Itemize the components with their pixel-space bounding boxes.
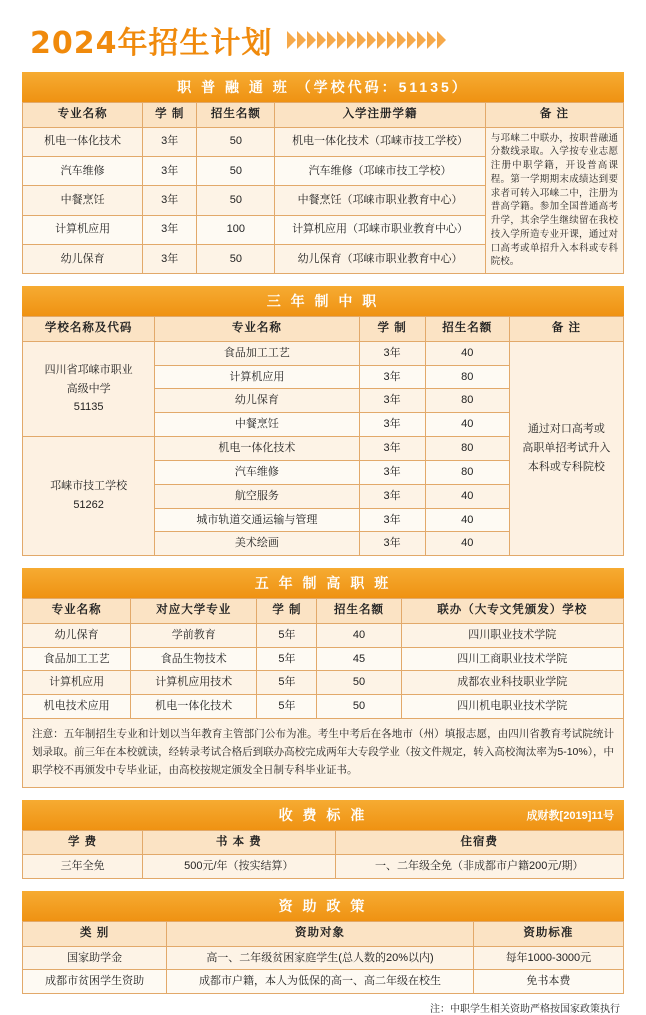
- cell-partner-school: 成都农业科技职业学院: [401, 671, 623, 695]
- table-header-row: [23, 317, 624, 342]
- section3-band: 五 年 制 高 职 班: [22, 568, 624, 598]
- cell-school: 邛崃市技工学校 51262: [23, 437, 155, 556]
- col-registration: 入学注册学籍: [275, 103, 485, 128]
- cell-major: 计算机应用: [23, 671, 131, 695]
- table-row: [23, 623, 624, 647]
- cell-quota: 40: [425, 508, 509, 532]
- cell-duration: 3年: [359, 508, 425, 532]
- cell-quota: 40: [317, 623, 401, 647]
- cell-major: 机电技术应用: [23, 695, 131, 719]
- section2-band: 三 年 制 中 职: [22, 286, 624, 316]
- cell-major: 美术绘画: [155, 532, 359, 556]
- cell-quota: 100: [197, 215, 275, 244]
- chevron-icon: [327, 31, 336, 49]
- col-university-major: 对应大学专业: [131, 599, 257, 624]
- cell-major: 汽车维修: [23, 156, 143, 185]
- table-row: [23, 671, 624, 695]
- col-remark: 备 注: [485, 103, 623, 128]
- col-major: 专业名称: [23, 599, 131, 624]
- cell-major: 中餐烹饪: [155, 413, 359, 437]
- cell-major: 食品加工工艺: [155, 341, 359, 365]
- cell-duration: 3年: [359, 341, 425, 365]
- table-row: [23, 695, 624, 719]
- cell-duration: 3年: [359, 484, 425, 508]
- section3-table: [22, 598, 624, 719]
- table-header-row: [23, 599, 624, 624]
- col-school: 学校名称及代码: [23, 317, 155, 342]
- cell-partner-school: 四川职业技术学院: [401, 623, 623, 647]
- cell-duration: 3年: [143, 215, 197, 244]
- cell-registration: 中餐烹饪（邛崃市职业教育中心）: [275, 186, 485, 215]
- cell-quota: 50: [197, 127, 275, 156]
- cell-quota: 80: [425, 460, 509, 484]
- cell-major: 幼儿保育: [23, 244, 143, 273]
- cell-quota: 40: [425, 484, 509, 508]
- col-tuition: 学 费: [23, 830, 143, 855]
- col-quota: 招生名额: [197, 103, 275, 128]
- cell-quota: 50: [197, 244, 275, 273]
- section1-table: [22, 102, 624, 274]
- section3-note: 注意：五年制招生专业和计划以当年教育主管部门公布为准。考生中考后在各地市（州）填报志愿，由四川省教育考试院统计划录取。前三年在本校就读，经转录考试合格后到联办高校完成两年大专段学业（按文件规定，转入高校淘汰率为5-10%），中职学校不再颁发中专毕业证，由高校按规定颁发全日制专科毕业证书。: [22, 719, 624, 788]
- section5-footnote: 注：中职学生相关资助严格按国家政策执行: [430, 1004, 620, 1015]
- cell-major: 航空服务: [155, 484, 359, 508]
- cell-registration: 汽车维修（邛崃市技工学校）: [275, 156, 485, 185]
- chevron-icon: [407, 31, 416, 49]
- cell-major: 食品加工工艺: [23, 647, 131, 671]
- section-zhipu-rongtong: [22, 72, 624, 274]
- cell-major: 城市轨道交通运输与管理: [155, 508, 359, 532]
- cell-major: 计算机应用: [155, 365, 359, 389]
- table-row: [23, 341, 624, 365]
- cell-duration: 3年: [143, 244, 197, 273]
- section5-band: 资 助 政 策: [22, 891, 624, 921]
- section-three-year-vocational: [22, 286, 624, 556]
- cell-major: 汽车维修: [155, 460, 359, 484]
- cell-target: 高一、二年级贫困家庭学生(总人数的20%以内): [167, 946, 474, 970]
- cell-accommodation: 一、二年级全免（非成都市户籍200元/期）: [335, 855, 624, 879]
- col-accommodation: 住宿费: [335, 830, 624, 855]
- cell-quota: 40: [425, 341, 509, 365]
- cell-duration: 3年: [359, 365, 425, 389]
- cell-major: 幼儿保育: [23, 623, 131, 647]
- cell-major: 幼儿保育: [155, 389, 359, 413]
- cell-duration: 3年: [143, 186, 197, 215]
- col-category: 类 别: [23, 922, 167, 947]
- section-subsidy-policy: [22, 891, 624, 1015]
- section4-table: [22, 830, 624, 879]
- col-book-fee: 书 本 费: [143, 830, 335, 855]
- section-fee-standard: [22, 800, 624, 879]
- chevron-icon: [287, 31, 296, 49]
- section4-band: [22, 800, 624, 830]
- cell-quota: 45: [317, 647, 401, 671]
- cell-amount: 每年1000-3000元: [473, 946, 623, 970]
- cell-quota: 80: [425, 389, 509, 413]
- cell-duration: 5年: [257, 671, 317, 695]
- cell-quota: 80: [425, 437, 509, 461]
- col-target: 资助对象: [167, 922, 474, 947]
- cell-university-major: 计算机应用技术: [131, 671, 257, 695]
- cell-quota: 50: [197, 186, 275, 215]
- cell-quota: 50: [317, 695, 401, 719]
- section4-doc-code: 成财教[2019]11号: [526, 809, 614, 822]
- chevron-icon: [357, 31, 366, 49]
- cell-category: 成都市贫困学生资助: [23, 970, 167, 994]
- cell-partner-school: 四川机电职业技术学院: [401, 695, 623, 719]
- cell-duration: 3年: [359, 413, 425, 437]
- cell-duration: 3年: [143, 127, 197, 156]
- cell-duration: 3年: [359, 437, 425, 461]
- page-title: 2024年招生计划: [30, 26, 273, 61]
- cell-amount: 免书本费: [473, 970, 623, 994]
- cell-registration: 幼儿保育（邛崃市职业教育中心）: [275, 244, 485, 273]
- cell-partner-school: 四川工商职业技术学院: [401, 647, 623, 671]
- cell-university-major: 食品生物技术: [131, 647, 257, 671]
- cell-tuition: 三年全免: [23, 855, 143, 879]
- col-quota: 招生名额: [317, 599, 401, 624]
- chevron-icon: [317, 31, 326, 49]
- col-quota: 招生名额: [425, 317, 509, 342]
- cell-university-major: 机电一体化技术: [131, 695, 257, 719]
- cell-registration: 机电一体化技术（邛崃市技工学校）: [275, 127, 485, 156]
- chevron-icon: [347, 31, 356, 49]
- table-header-row: [23, 103, 624, 128]
- chevron-icon: [387, 31, 396, 49]
- chevron-icon: [377, 31, 386, 49]
- chevron-icon: [417, 31, 426, 49]
- cell-university-major: 学前教育: [131, 623, 257, 647]
- cell-quota: 80: [425, 365, 509, 389]
- cell-category: 国家助学金: [23, 946, 167, 970]
- cell-target: 成都市户籍，本人为低保的高一、高二年级在校生: [167, 970, 474, 994]
- table-row: [23, 970, 624, 994]
- col-major: 专业名称: [23, 103, 143, 128]
- chevron-icon: [337, 31, 346, 49]
- table-header-row: [23, 830, 624, 855]
- cell-book-fee: 500元/年（按实结算）: [143, 855, 335, 879]
- section4-band-title: 收 费 标 准: [278, 806, 368, 823]
- chevron-icon: [297, 31, 306, 49]
- table-row: [23, 127, 624, 156]
- page-header: [22, 0, 624, 72]
- cell-quota: 50: [317, 671, 401, 695]
- chevron-icon: [427, 31, 436, 49]
- section-five-year-college: [22, 568, 624, 787]
- cell-remark-note: 与邛崃二中联办，按职普融通分数线录取。入学按专业志愿注册中职学籍，开设普高课程。第一学期期末成绩达到要求者可转入邛崃二中，注册为普高学籍。参加全国普通高考升学，其余学生继续留在我校技入学所造专业开课，通过对口高考或单招升入本科或专科院校。: [485, 127, 623, 274]
- chevron-decoration: [287, 31, 446, 49]
- cell-duration: 3年: [143, 156, 197, 185]
- col-duration: 学 制: [143, 103, 197, 128]
- cell-major: 中餐烹饪: [23, 186, 143, 215]
- cell-major: 计算机应用: [23, 215, 143, 244]
- table-row: [23, 855, 624, 879]
- cell-duration: 5年: [257, 695, 317, 719]
- cell-duration: 3年: [359, 460, 425, 484]
- col-major: 专业名称: [155, 317, 359, 342]
- cell-major: 机电一体化技术: [155, 437, 359, 461]
- cell-quota: 40: [425, 532, 509, 556]
- chevron-icon: [437, 31, 446, 49]
- col-duration: 学 制: [359, 317, 425, 342]
- cell-duration: 5年: [257, 623, 317, 647]
- cell-quota: 50: [197, 156, 275, 185]
- table-row: [23, 946, 624, 970]
- chevron-icon: [307, 31, 316, 49]
- cell-duration: 3年: [359, 389, 425, 413]
- col-duration: 学 制: [257, 599, 317, 624]
- cell-school: 四川省邛崃市职业 高级中学 51135: [23, 341, 155, 436]
- chevron-icon: [397, 31, 406, 49]
- col-remark: 备 注: [509, 317, 623, 342]
- col-amount: 资助标准: [473, 922, 623, 947]
- cell-duration: 3年: [359, 532, 425, 556]
- cell-registration: 计算机应用（邛崃市职业教育中心）: [275, 215, 485, 244]
- cell-duration: 5年: [257, 647, 317, 671]
- table-header-row: [23, 922, 624, 947]
- cell-remark: 通过对口高考或 高职单招考试升入 本科或专科院校: [509, 341, 623, 556]
- chevron-icon: [367, 31, 376, 49]
- section1-band: 职 普 融 通 班 （学校代码：51135）: [22, 72, 624, 102]
- col-partner-school: 联办（大专文凭颁发）学校: [401, 599, 623, 624]
- cell-major: 机电一体化技术: [23, 127, 143, 156]
- section2-table: [22, 316, 624, 556]
- cell-quota: 40: [425, 413, 509, 437]
- section5-table: [22, 921, 624, 994]
- table-row: [23, 647, 624, 671]
